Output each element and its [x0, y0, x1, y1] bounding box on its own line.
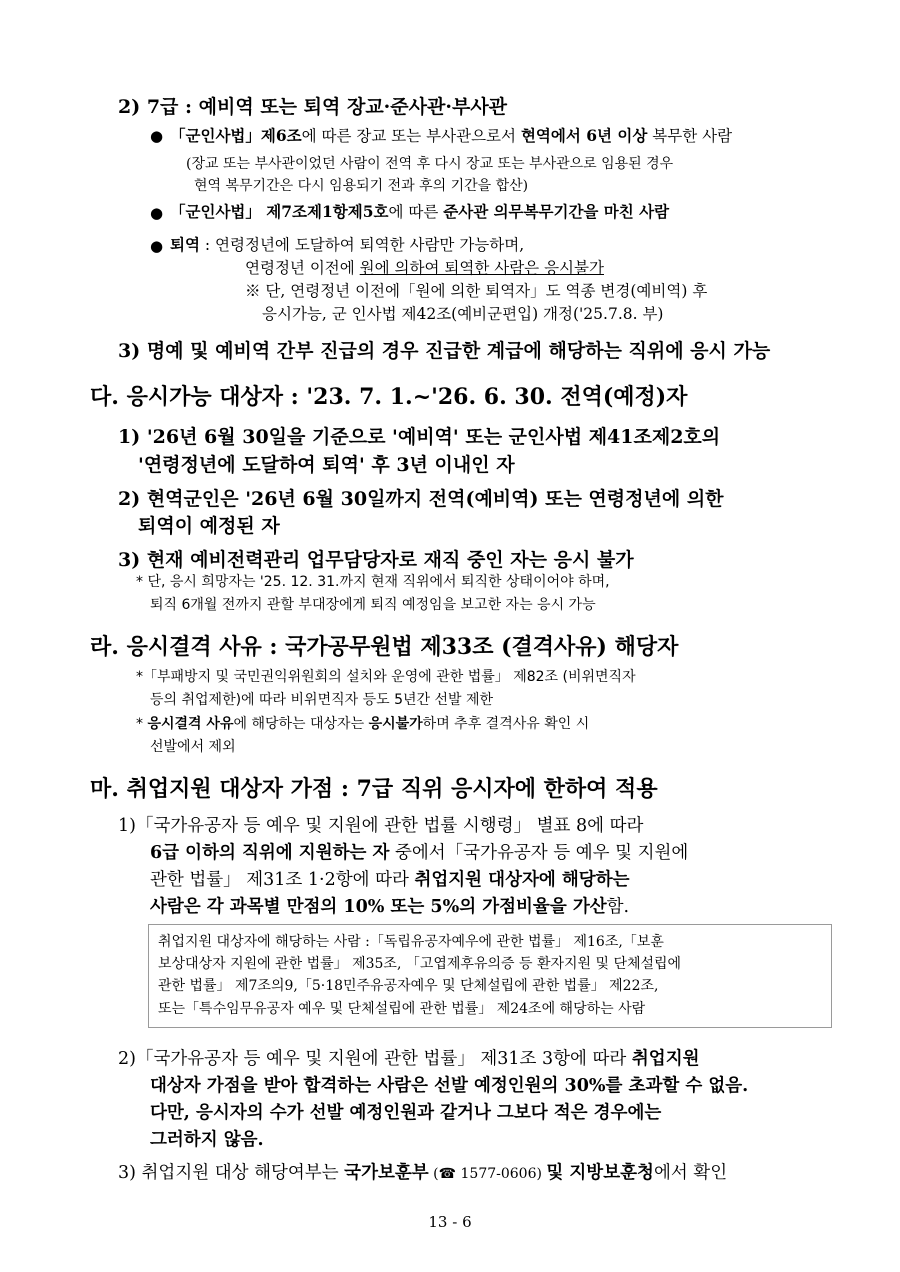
ma-item-2: 2)「국가유공자 등 예우 및 지원에 관한 법률」 제31조 3항에 따라 취업지원 — [118, 1049, 700, 1069]
info-box-line-2: 보상대상자 지원에 관한 법률」 제35조, 「고엽제후유의증 등 환자지원 및 단체설립에 — [158, 956, 682, 972]
section-heading-ra: 라. 응시결격 사유 : 국가공무원법 제33조 (결격사유) 해당자 — [90, 634, 679, 660]
ra-note-2: * 응시결격 사유에 해당하는 대상자는 응시불가하며 추후 결격사유 확인 시 — [136, 716, 590, 732]
section-heading-da: 다. 응시가능 대상자 : '23. 7. 1.~'26. 6. 30. 전역(예정)자 — [90, 384, 688, 410]
bullet-item-1: 「군인사법」제6조에 따른 장교 또는 부사관으로서 현역에서 6년 이상 복무한 사람 — [170, 126, 733, 145]
da-item-1-cont: '연령정년에 도달하여 퇴역' 후 3년 이내인 자 — [138, 454, 515, 476]
page-number: 13 - 6 — [428, 1213, 472, 1231]
item-3-promotion: 3) 명예 및 예비역 간부 진급의 경우 진급한 계급에 해당하는 직위에 응시 가능 — [118, 340, 771, 362]
ma-item-1-line2: 6급 이하의 직위에 지원하는 자 중에서「국가유공자 등 예우 및 지원에 — [150, 843, 689, 863]
bullet-icon: ● — [150, 237, 164, 255]
ma-item-2-line4: 그러하지 않음. — [150, 1130, 264, 1150]
info-box-line-3: 관한 법률」 제7조의9,「5·18민주유공자예우 및 단체설립에 관한 법률」 제22조, — [158, 978, 659, 994]
bullet-item-3-note: ※ 단, 연령정년 이전에「원에 의한 퇴역자」도 역종 변경(예비역) 후 — [245, 282, 708, 300]
section-heading-7th-grade: 2) 7급 : 예비역 또는 퇴역 장교·준사관·부사관 — [118, 96, 508, 118]
da-item-1: 1) '26년 6월 30일을 기준으로 '예비역' 또는 군인사법 제41조제2호의 — [118, 426, 721, 448]
bullet-icon: ● — [150, 204, 164, 222]
law-article: 제6조 — [260, 126, 302, 145]
bullet-item-2: 「군인사법」 제7조제1항제5호에 따른 준사관 의무복무기간을 마친 사람 — [170, 202, 670, 221]
ma-item-1: 1)「국가유공자 등 예우 및 지원에 관한 법률 시행령」 별표 8에 따라 — [118, 816, 644, 836]
bullet-item-3-note-cont: 응시가능, 군 인사법 제42조(예비군편입) 개정('25.7.8. 부) — [262, 305, 664, 323]
da-item-2: 2) 현역군인은 '26년 6월 30일까지 전역(예비역) 또는 연령정년에 의한 — [118, 488, 724, 510]
ma-item-1-line4: 사람은 각 과목별 만점의 10% 또는 5%의 가점비율을 가산함. — [150, 897, 630, 917]
ma-item-1-line3: 관한 법률」 제31조 1·2항에 따라 취업지원 대상자에 해당하는 — [150, 870, 630, 890]
da-item-2-cont: 퇴역이 예정된 자 — [138, 515, 280, 537]
info-box-line-4: 또는「특수임무유공자 예우 및 단체설립에 관한 법률」 제24조에 해당하는 사람 — [158, 1001, 646, 1017]
bullet-item-1-note: (장교 또는 부사관이었던 사람이 전역 후 다시 장교 또는 부사관으로 임용된 경우 — [186, 156, 674, 172]
bullet-item-3-line2: 연령정년 이전에 원에 의하여 퇴역한 사람은 응시불가 — [245, 259, 604, 277]
info-box-line-1: 취업지원 대상자에 해당하는 사람 :「독립유공자예우에 관한 법률」 제16조,「보훈 — [158, 934, 664, 950]
da-note: * 단, 응시 희망자는 '25. 12. 31.까지 현재 직위에서 퇴직한 상태이어야 하며, — [136, 574, 610, 590]
ra-note-2-cont: 선발에서 제외 — [150, 739, 236, 755]
bullet-icon: ● — [150, 127, 164, 145]
law-name: 「군인사법」 — [170, 126, 261, 145]
da-note-cont: 퇴직 6개월 전까지 관할 부대장에게 퇴직 예정임을 보고한 자는 응시 가능 — [150, 597, 596, 613]
da-item-3: 3) 현재 예비전력관리 업무담당자로 재직 중인 자는 응시 불가 — [118, 549, 634, 571]
ma-item-2-line2: 대상자 가점을 받아 합격하는 사람은 선발 예정인원의 30%를 초과할 수 없음. — [150, 1076, 749, 1096]
bullet-item-1-note-cont: 현역 복무기간은 다시 임용되기 전과 후의 기간을 합산) — [194, 178, 529, 194]
ma-item-3: 3) 취업지원 대상 해당여부는 국가보훈부 (☎ 1577-0606) 및 지방보훈청에서 확인 — [118, 1163, 728, 1183]
section-heading-ma: 마. 취업지원 대상자 가점 : 7급 직위 응시자에 한하여 적용 — [90, 776, 658, 802]
bullet-item-3: 퇴역 : 연령정년에 도달하여 퇴역한 사람만 가능하며, — [170, 235, 525, 254]
ma-item-2-line3: 다만, 응시자의 수가 선발 예정인원과 같거나 그보다 적은 경우에는 — [150, 1103, 662, 1123]
ra-note-1-cont: 등의 취업제한)에 따라 비위면직자 등도 5년간 선발 제한 — [150, 692, 494, 708]
phone-number: (☎ 1577-0606) — [428, 1166, 547, 1182]
ra-note-1: *「부패방지 및 국민권익위원회의 설치와 운영에 관한 법률」 제82조 (비위면직자 — [136, 669, 636, 685]
